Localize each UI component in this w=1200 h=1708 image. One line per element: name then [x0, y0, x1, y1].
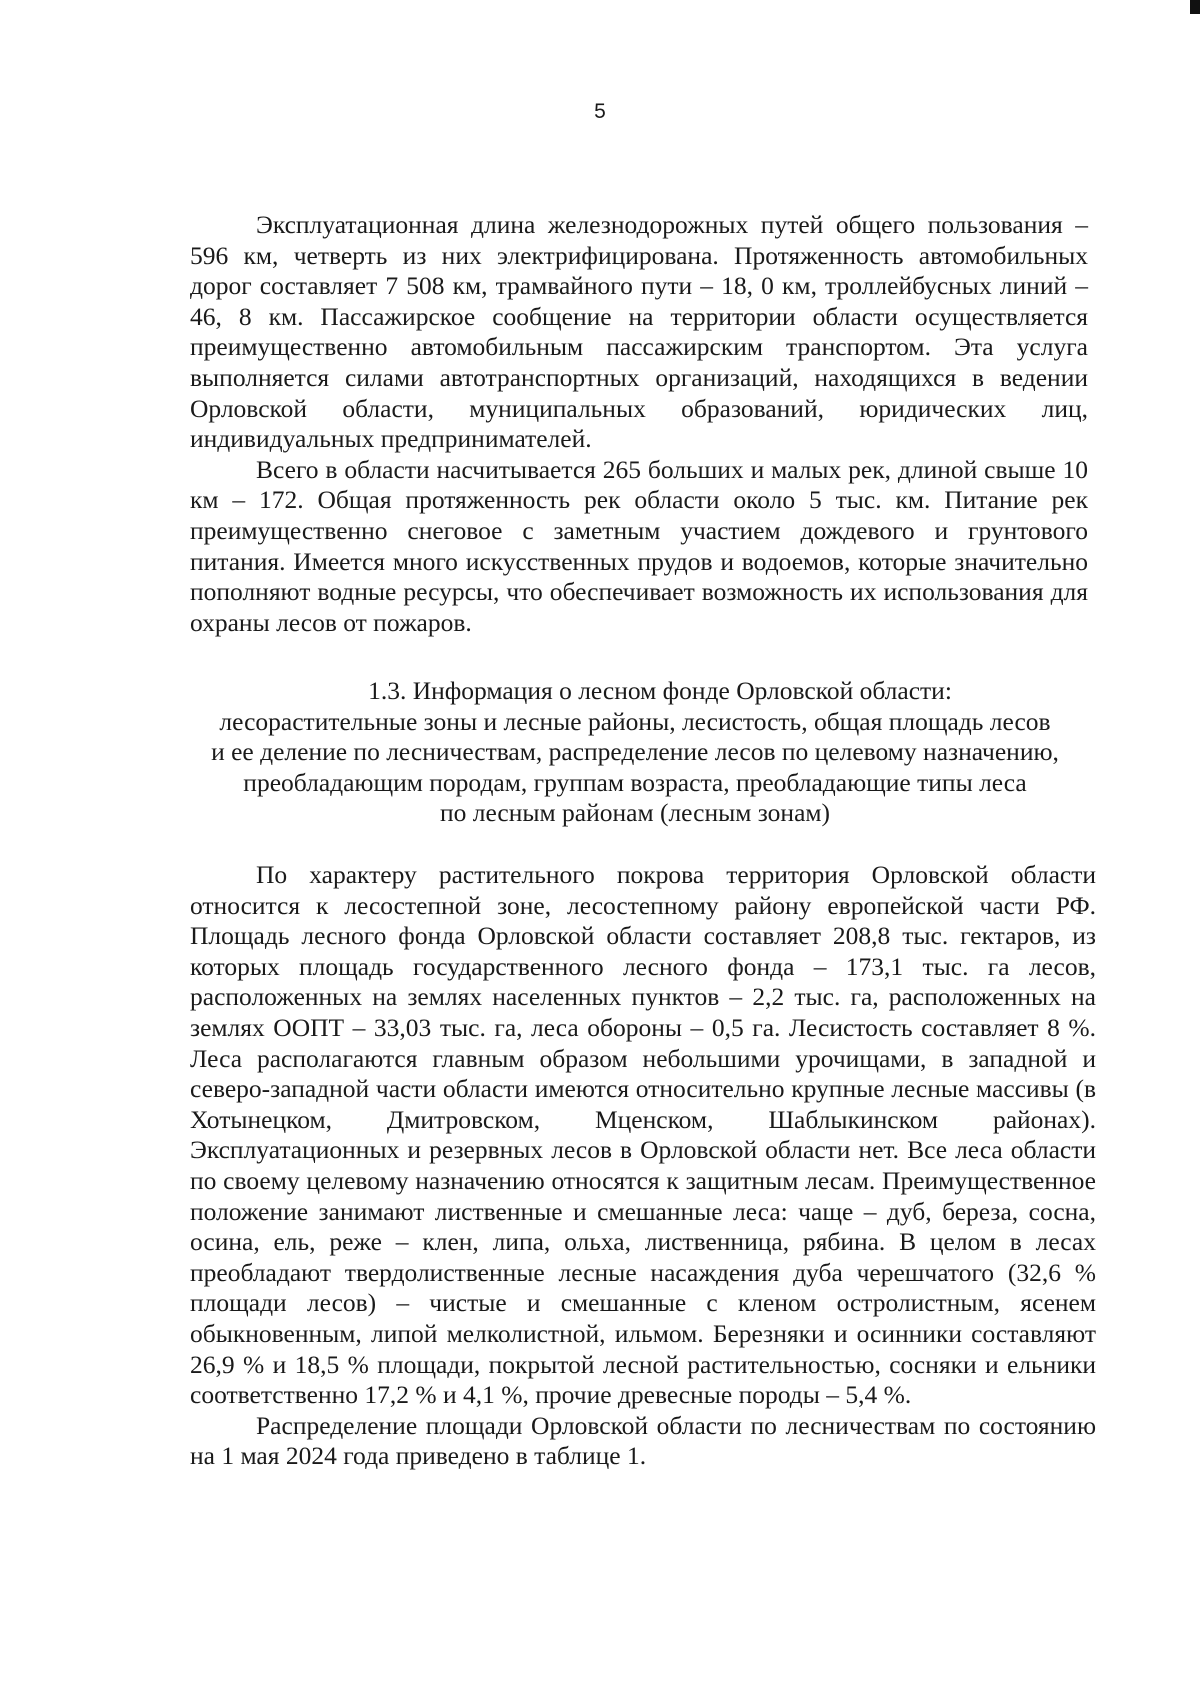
- section-heading: [150, 676, 1120, 829]
- text-block-forest-fund: [190, 860, 1096, 1472]
- section-heading-line: 1.3. Информация о лесном фонде Орловской области:: [368, 676, 952, 705]
- paragraph-table-reference: Распределение площади Орловской области по лесничествам по состоянию на 1 мая 2024 года приведено в таблице 1.: [190, 1410, 1096, 1471]
- paragraph-transport: Эксплуатационная длина железнодорожных путей общего пользования – 596 км, четверть из них электрифицирована. Протяженность автомобильных дорог составляет 7 508 км, трамвайного пути – 18, 0 км, троллейбусных линий – 46, 8 км. Пассажирское сообщение на территории области осуществляется преимущественно автомобильным пассажирским транспортом. Эта услуга выполняется силами автотранспортных организаций, находящихся в ведении Орловской области, муниципальных образований, юридических лиц, индивидуальных предпринимателей.: [190, 210, 1088, 454]
- text-block-transport-rivers: [190, 210, 1088, 638]
- section-heading-line: преобладающим породам, группам возраста, преобладающие типы леса: [243, 767, 1027, 797]
- section-heading-line: по лесным районам (лесным зонам): [439, 798, 831, 828]
- paragraph-forest-description: По характеру растительного покрова территория Орловской области относится к лесостепной зоне, лесостепному району европейской части РФ. Площадь лесного фонда Орловской области составляет 208,8 тыс. гектаров, из которых площадь государственного лесного фонда – 173,1 тыс. га лесов, расположенных на землях населенных пунктов – 2,2 тыс. га, расположенных на землях ООПТ – 33,03 тыс. га, леса обороны – 0,5 га. Лесистость составляет 8 %. Леса располагаются главным образом небольшими урочищами, в западной и северо-западной части области имеются относительно крупные лесные массивы (в Хотынецком, Дмитровском, Мценском, Шаблыкинском районах). Эксплуатационных и резервных лесов в Орловской области нет. Все леса области по своему целевому назначению относятся к защитным лесам. Преимущественное положение занимают лиственные и смешанные леса: чаще – дуб, береза, сосна, осина, ель, реже – клен, липа, ольха, лиственница, рябина. В целом в лесах преобладают твердолиственные лесные насаждения дуба черешчатого (32,6 % площади лесов) – чистые и смешанные с кленом остролистным, ясенем обыкновенным, липой мелколистной, ильмом. Березняки и осинники составляют 26,9 % и 18,5 % площади, покрытой лесной растительностью, сосняки и ельники соответственно 17,2 % и 4,1 %, прочие древесные породы – 5,4 %.: [190, 860, 1096, 1410]
- section-heading-line: и ее деление по лесничествам, распределение лесов по целевому назначению,: [211, 737, 1059, 767]
- paragraph-rivers: Всего в области насчитывается 265 больших и малых рек, длиной свыше 10 км – 172. Общая протяженность рек области около 5 тыс. км. Питание рек преимущественно снеговое с заметным участием дождевого и грунтового питания. Имеется много искусственных прудов и водоемов, которые значительно пополняют водные ресурсы, что обеспечивает возможность их использования для охраны лесов от пожаров.: [190, 454, 1088, 637]
- section-heading-line: лесорастительные зоны и лесные районы, лесистость, общая площадь лесов: [219, 706, 1051, 736]
- scan-edge-mark: [1190, 0, 1200, 14]
- page-number: 5: [594, 100, 606, 123]
